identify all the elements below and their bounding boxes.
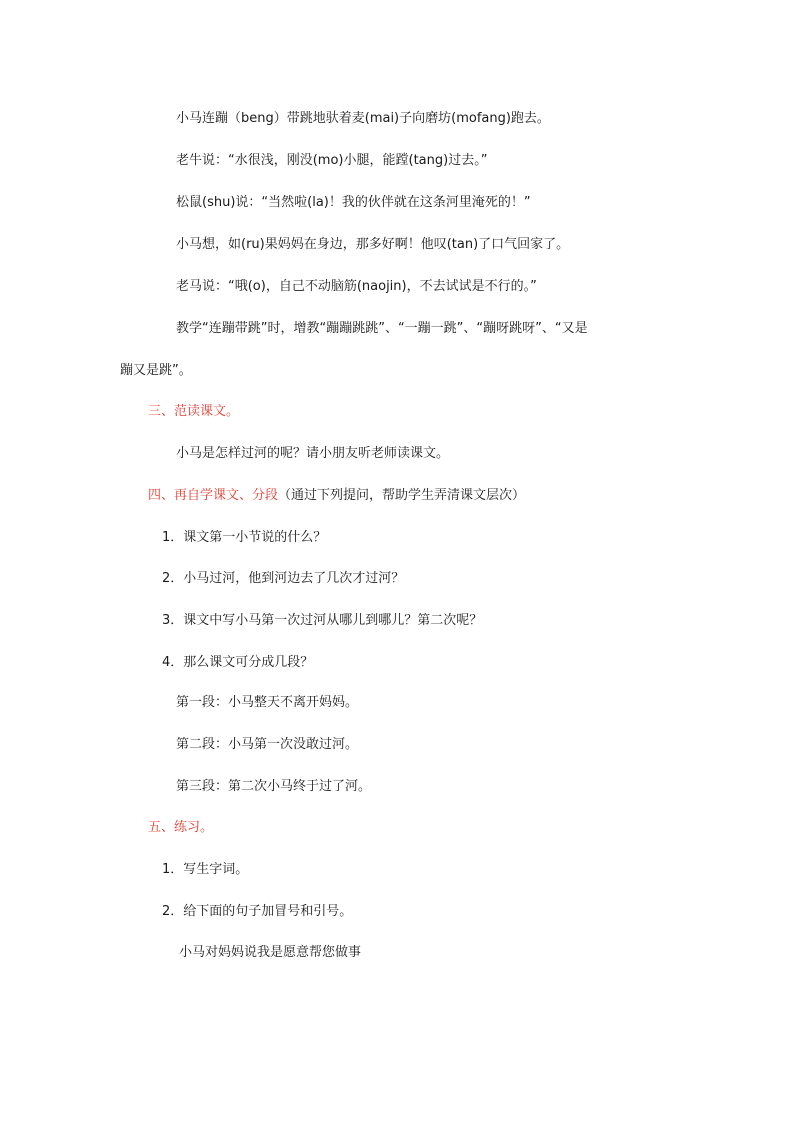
exercise-item: 1．写生字词。	[162, 862, 249, 877]
paragraph-laoniu-says: 老牛说：“水很浅，刚没(mo)小腿，能蹚(tang)过去。”	[176, 153, 488, 168]
paragraph-teaching-note-line1: 教学“连蹦带跳”时，增教“蹦蹦跳跳”、“一蹦一跳”、“蹦呀跳呀”、“又是	[176, 321, 588, 336]
segment-item: 第二段：小马第一次没敢过河。	[176, 737, 359, 752]
exercise-sentence: 小马对妈妈说我是愿意帮您做事	[179, 945, 362, 960]
section-heading-fenduan-title: 四、再自学课文、分段	[148, 488, 279, 503]
segment-item: 第一段：小马整天不离开妈妈。	[176, 695, 359, 710]
section-heading-fandu: 三、范读课文。	[148, 404, 240, 419]
question-item: 2．小马过河，他到河边去了几次才过河？	[162, 571, 405, 586]
segment-item: 第三段：第二次小马终于过了河。	[176, 779, 372, 794]
paragraph-teaching-note-line2: 蹦又是跳”。	[120, 363, 192, 378]
section-heading-lianxi: 五、练习。	[148, 820, 214, 835]
exercise-item: 2．给下面的句子加冒号和引号。	[162, 904, 353, 919]
question-item: 4．那么课文可分成几段？	[162, 655, 314, 670]
question-item: 1．课文第一小节说的什么？	[162, 530, 327, 545]
section3-text: 小马是怎样过河的呢？请小朋友听老师读课文。	[176, 446, 450, 461]
section-heading-fenduan-note: （通过下列提问，帮助学生弄清课文层次）	[278, 488, 526, 503]
paragraph-songshu-says: 松鼠(shu)说：“当然啦(la)！我的伙伴就在这条河里淹死的！”	[176, 195, 531, 210]
paragraph-laoma-says: 老马说：“哦(o)，自己不动脑筋(naojin)，不去试试是不行的。”	[176, 279, 537, 294]
section-heading-fenduan	[148, 487, 525, 505]
paragraph-xiaoma-running: 小马连蹦（beng）带跳地驮着麦(mai)子向磨坊(mofang)跑去。	[176, 111, 550, 126]
paragraph-xiaoma-thinks: 小马想，如(ru)果妈妈在身边，那多好啊！他叹(tan)了口气回家了。	[176, 237, 570, 252]
question-item: 3．课文中写小马第一次过河从哪儿到哪儿？第二次呢？	[162, 613, 483, 628]
